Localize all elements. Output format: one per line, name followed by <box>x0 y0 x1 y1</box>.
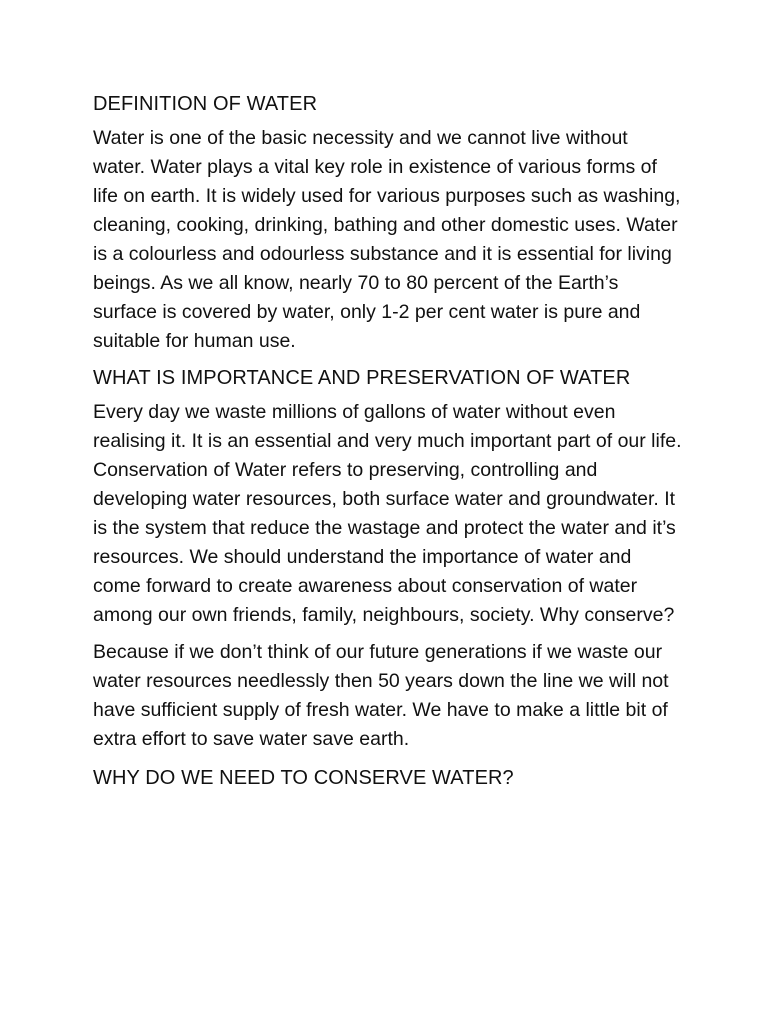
heading-why-conserve-water: WHY DO WE NEED TO CONSERVE WATER? <box>93 767 514 789</box>
paragraph-importance: Every day we waste millions of gallons of water without even realising it. It is an essential and very much important part of our life. Conservation of Water refers to preserving, controlling and developing water resources, both surface water and groundwater. It is the system that reduce the wastage and protect the water and it’s resources. We should understand the importance of water and come forward to create awareness about conservation of water among our own friends, family, neighbours, society. Why conserve? <box>93 401 682 626</box>
heading-importance-and-preservation: WHAT IS IMPORTANCE AND PRESERVATION OF WATER <box>93 367 631 389</box>
heading-definition-of-water: DEFINITION OF WATER <box>93 93 318 115</box>
document-body <box>93 90 683 798</box>
paragraph-definition: Water is one of the basic necessity and we cannot live without water. Water plays a vital key role in existence of various forms of life on earth. It is widely used for various purposes such as washing, cleaning, cooking, drinking, bathing and other domestic uses. Water is a colourless and odourless substance and it is essential for living beings. As we all know, nearly 70 to 80 percent of the Earth’s surface is covered by water, only 1-2 per cent water is pure and suitable for human use. <box>93 127 681 352</box>
paragraph-future-generations: Because if we don’t think of our future generations if we waste our water resources needlessly then 50 years down the line we will not have sufficient supply of fresh water. We have to make a little bit of extra effort to save water save earth. <box>93 641 669 750</box>
